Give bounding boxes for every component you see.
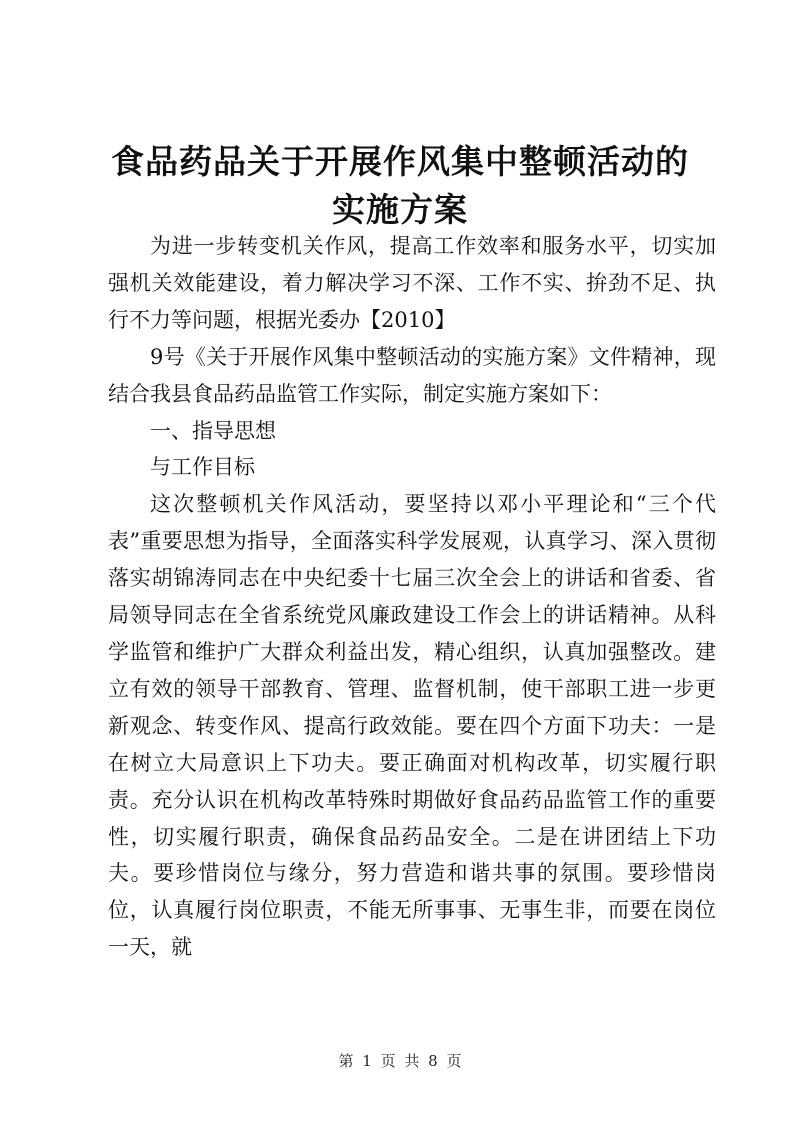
page-footer: 第 1 页 共 8 页 — [338, 1052, 462, 1070]
paragraph: 这次整顿机关作风活动，要坚持以邓小平理论和“三个代表”重要思想为指导，全面落实科学发展观，认真学习、深入贯彻落实胡锦涛同志在中央纪委十七届三次全会上的讲话和省委、省局领导同志在全省系统党风廉政建设工作会上的讲话精神。从科学监管和维护广大群众利益出发，精心组织，认真加强整改。建立有效的领导干部教育、管理、监督机制，使干部职工进一步更新观念、转变作风、提高行政效能。要在四个方面下功夫：一是在树立大局意识上下功夫。要正确面对机构改革，切实履行职责。充分认识在机构改革特殊时期做好食品药品监管工作的重要性，切实履行职责，确保食品药品安全。二是在讲团结上下功夫。要珍惜岗位与缘分，努力营造和谐共事的氛围。要珍惜岗位，认真履行岗位职责，不能无所事事、无事生非，而要在岗位一天，就 — [108, 492, 716, 960]
paragraph: 9号《关于开展作风集中整顿活动的实施方案》文件精神，现结合我县食品药品监管工作实际，制定实施方案如下： — [108, 344, 716, 406]
document-body — [108, 228, 716, 966]
section-heading: 一、指导思想 — [150, 418, 276, 443]
paragraph: 为进一步转变机关作风，提高工作效率和服务水平，切实加强机关效能建设，着力解决学习不深、工作不实、拚劲不足、执行不力等问题，根据光委办【2010】 — [108, 234, 716, 332]
section-heading-continuation: 与工作目标 — [150, 455, 255, 480]
document-title: 食品药品关于开展作风集中整顿活动的实施方案 — [111, 142, 689, 229]
